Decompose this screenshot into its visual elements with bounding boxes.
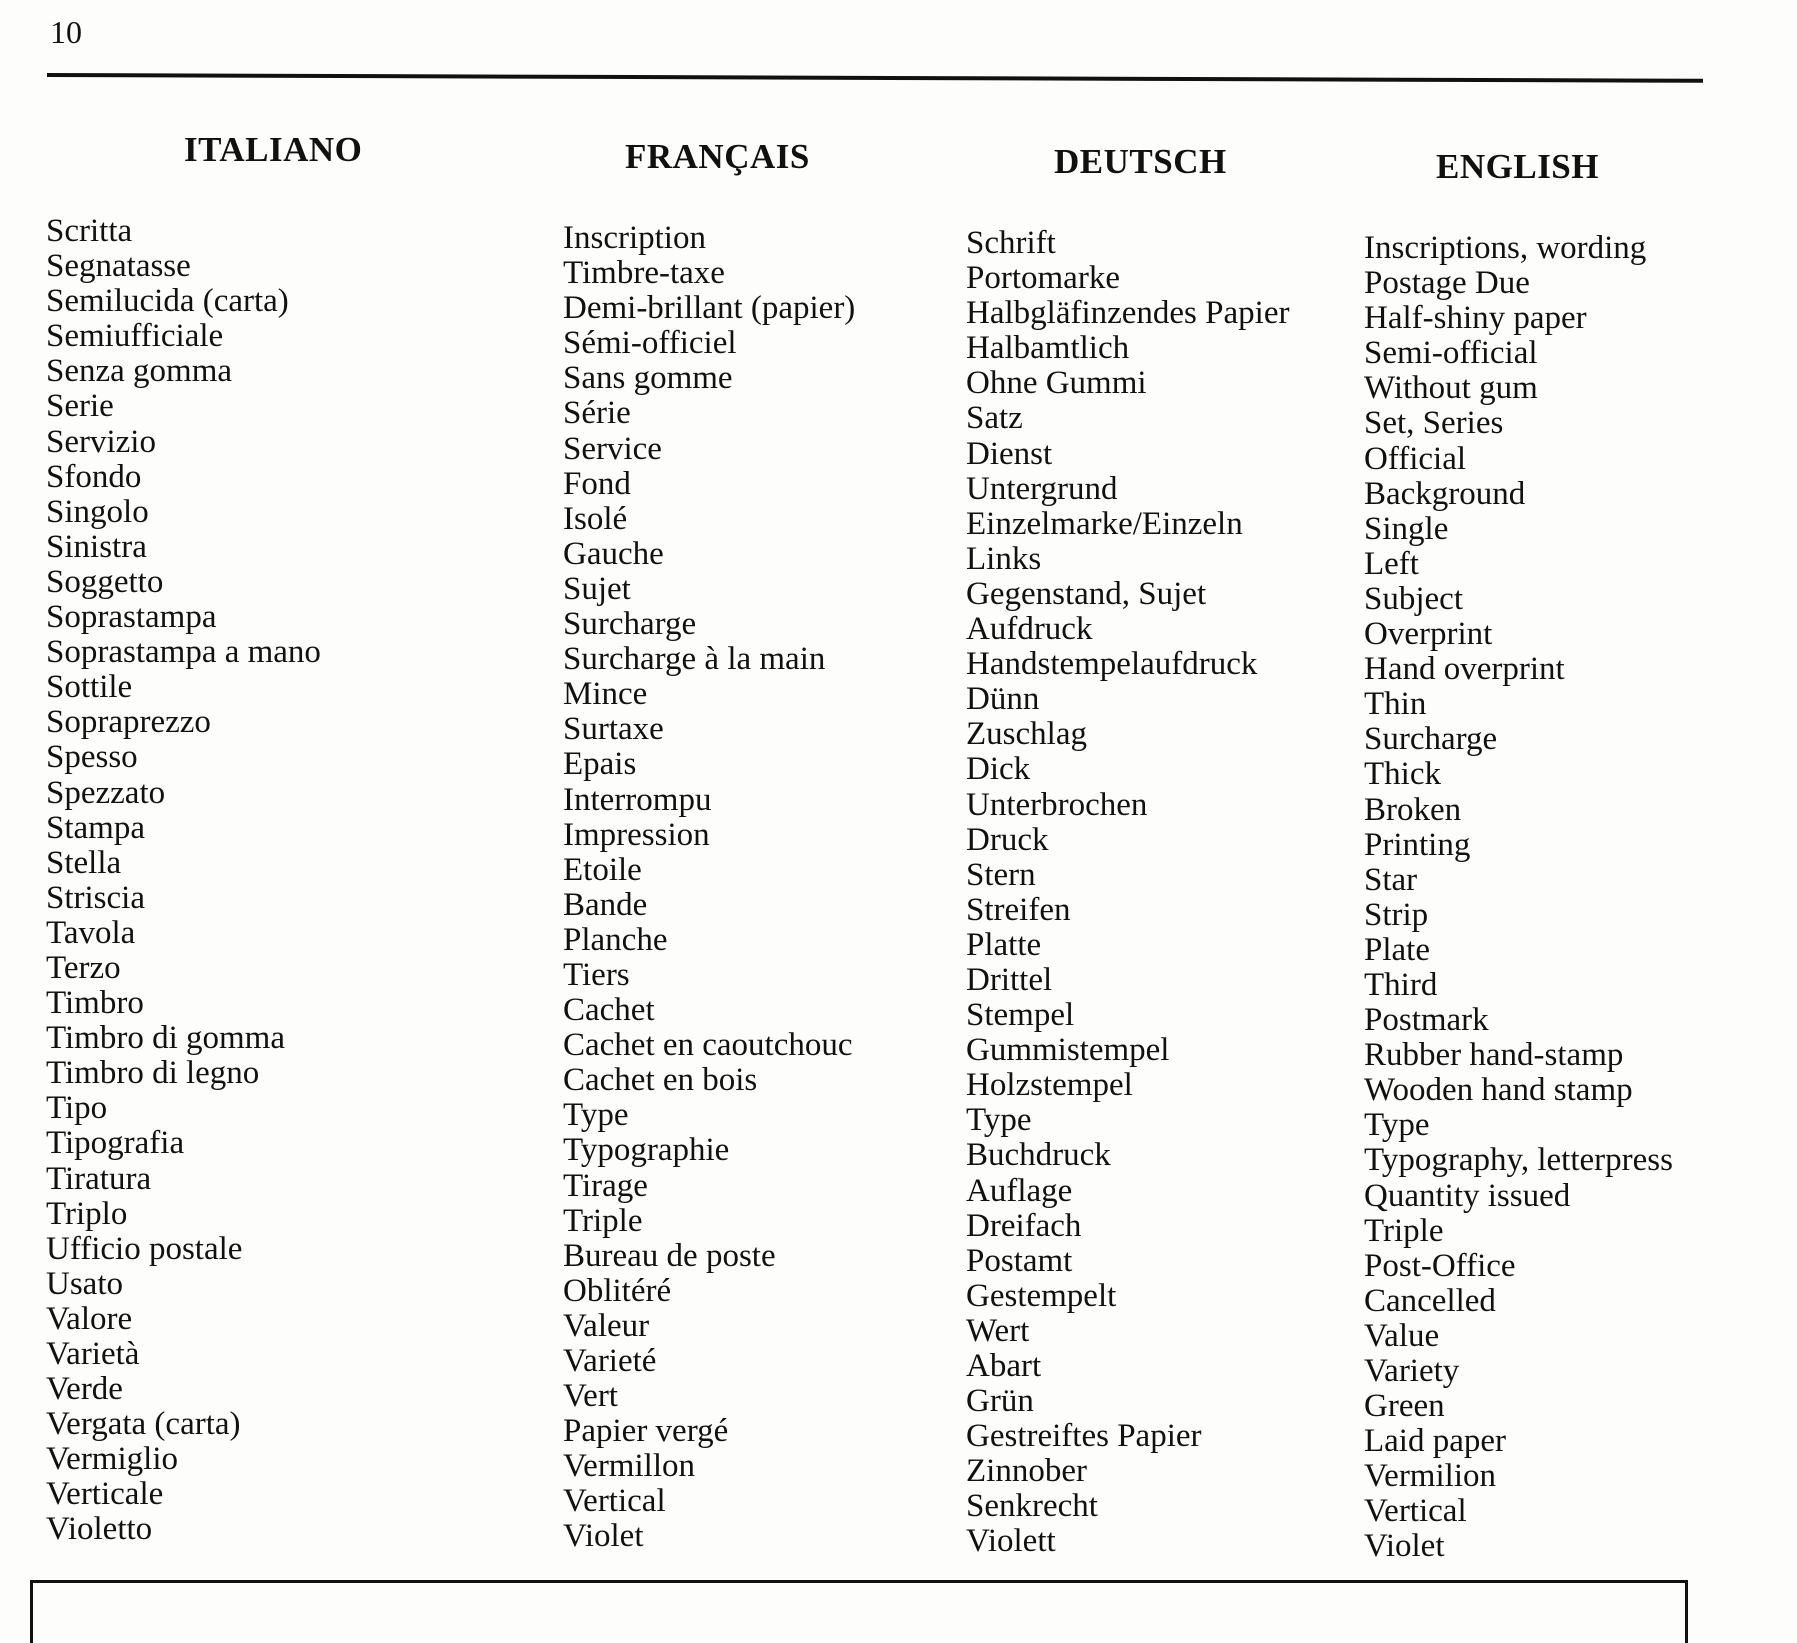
glossary-term: Interrompu xyxy=(563,781,712,818)
glossary-term: Ufficio postale xyxy=(46,1230,243,1267)
glossary-term: Variety xyxy=(1364,1353,1460,1389)
glossary-term: Typography, letterpress xyxy=(1364,1142,1673,1179)
glossary-term: Strip xyxy=(1364,896,1429,933)
glossary-term: Inscriptions, wording xyxy=(1364,230,1647,266)
glossary-term: Type xyxy=(1364,1107,1430,1144)
glossary-term: Timbro di gomma xyxy=(46,1020,285,1057)
glossary-term: Half-shiny paper xyxy=(1364,300,1587,337)
glossary-term: Violetto xyxy=(46,1511,153,1548)
glossary-term: Cancelled xyxy=(1364,1282,1496,1319)
term-list-francais xyxy=(563,221,855,1555)
glossary-term: Handstempelaufdruck xyxy=(966,646,1258,683)
glossary-term: Streifen xyxy=(966,891,1071,928)
glossary-term: Vertical xyxy=(563,1483,666,1520)
page-number: 10 xyxy=(50,14,82,50)
glossary-term: Violet xyxy=(563,1518,644,1555)
glossary-term: Subject xyxy=(1364,580,1463,617)
glossary-term: Senkrecht xyxy=(966,1488,1098,1525)
glossary-term: Triple xyxy=(1364,1212,1444,1249)
glossary-term: Druck xyxy=(966,821,1049,858)
footer-box xyxy=(30,1580,1688,1643)
term-list-italiano xyxy=(46,214,362,1548)
glossary-term: Type xyxy=(563,1097,629,1134)
glossary-term: Wert xyxy=(966,1312,1030,1349)
glossary-term: Stempel xyxy=(966,997,1075,1034)
glossary-term: Sinistra xyxy=(46,528,147,565)
glossary-term: Cachet xyxy=(563,992,655,1029)
glossary-term: Varietà xyxy=(46,1336,140,1372)
glossary-term: Sopraprezzo xyxy=(46,704,211,741)
glossary-term: Schrift xyxy=(966,225,1056,261)
glossary-term: Sémi-officiel xyxy=(563,325,737,362)
glossary-term: Type xyxy=(966,1102,1032,1139)
glossary-term: Gestempelt xyxy=(966,1277,1117,1314)
glossary-term: Inscription xyxy=(563,220,706,256)
glossary-term: Service xyxy=(563,430,662,467)
glossary-term: Triplo xyxy=(46,1195,128,1232)
glossary-term: Usato xyxy=(46,1265,123,1302)
glossary-term: Singolo xyxy=(46,493,149,530)
glossary-term: Varieté xyxy=(563,1343,657,1379)
glossary-term: Verde xyxy=(46,1371,123,1408)
glossary-term: Cachet en caoutchouc xyxy=(563,1027,853,1064)
glossary-term: Surcharge xyxy=(563,606,697,643)
glossary-term: Drittel xyxy=(966,961,1053,998)
glossary-term: Value xyxy=(1364,1317,1440,1354)
glossary-term: Postage Due xyxy=(1364,265,1530,302)
glossary-term: Demi-brillant (papier) xyxy=(563,290,856,327)
glossary-term: Triple xyxy=(563,1202,643,1239)
glossary-term: Gauche xyxy=(563,535,664,572)
glossary-term: Single xyxy=(1364,510,1449,547)
glossary-term: Soggetto xyxy=(46,563,164,600)
glossary-term: Third xyxy=(1364,966,1438,1003)
column-header-francais: FRANÇAIS xyxy=(625,137,810,176)
glossary-term: Einzelmarke/Einzeln xyxy=(966,505,1243,542)
glossary-term: Bureau de poste xyxy=(563,1237,776,1274)
glossary-term: Quantity issued xyxy=(1364,1177,1571,1214)
glossary-term: Tipografia xyxy=(46,1125,185,1162)
glossary-term: Tavola xyxy=(46,914,136,951)
glossary-term: Ohne Gummi xyxy=(966,365,1147,402)
glossary-term: Dienst xyxy=(966,435,1053,472)
glossary-term: Typographie xyxy=(563,1132,730,1169)
glossary-term: Gummistempel xyxy=(966,1032,1170,1069)
glossary-term: Série xyxy=(563,395,631,432)
glossary-term: Tipo xyxy=(46,1090,108,1127)
glossary-term: Soprastampa a mano xyxy=(46,634,321,671)
glossary-term: Timbre-taxe xyxy=(563,255,725,292)
glossary-term: Aufdruck xyxy=(966,611,1093,648)
glossary-term: Surtaxe xyxy=(563,711,664,748)
glossary-term: Vert xyxy=(563,1378,618,1415)
glossary-term: Overprint xyxy=(1364,616,1493,653)
glossary-term: Rubber hand-stamp xyxy=(1364,1037,1624,1074)
glossary-term: Gegenstand, Sujet xyxy=(966,575,1207,612)
glossary-term: Vertical xyxy=(1364,1493,1467,1530)
glossary-term: Stella xyxy=(46,844,122,881)
glossary-term: Printing xyxy=(1364,826,1471,863)
glossary-term: Spezzato xyxy=(46,774,166,811)
glossary-term: Halbamtlich xyxy=(966,330,1130,367)
column-header-english: ENGLISH xyxy=(1436,147,1599,186)
glossary-term: Sfondo xyxy=(46,458,142,495)
glossary-term: Oblitéré xyxy=(563,1272,672,1309)
glossary-term: Buchdruck xyxy=(966,1137,1111,1174)
glossary-term: Postamt xyxy=(966,1242,1073,1279)
glossary-term: Cachet en bois xyxy=(563,1062,758,1099)
glossary-term: Impression xyxy=(563,816,710,853)
glossary-term: Servizio xyxy=(46,423,156,460)
glossary-term: Verticale xyxy=(46,1476,164,1513)
glossary-term: Dreifach xyxy=(966,1207,1082,1244)
glossary-term: Background xyxy=(1364,475,1526,512)
glossary-term: Without gum xyxy=(1364,370,1538,407)
term-list-deutsch xyxy=(966,226,1289,1560)
glossary-term: Timbro xyxy=(46,985,144,1022)
glossary-term: Zuschlag xyxy=(966,716,1087,753)
glossary-term: Portomarke xyxy=(966,260,1120,297)
glossary-term: Sottile xyxy=(46,669,133,706)
glossary-term: Semi-official xyxy=(1364,335,1538,372)
glossary-term: Valore xyxy=(46,1300,133,1337)
glossary-term: Vermillon xyxy=(563,1448,695,1485)
glossary-term: Striscia xyxy=(46,879,145,916)
glossary-term: Tirage xyxy=(563,1167,648,1204)
glossary-term: Plate xyxy=(1364,931,1430,968)
column-header-deutsch: DEUTSCH xyxy=(1054,142,1227,181)
glossary-term: Thin xyxy=(1364,686,1427,723)
glossary-term: Links xyxy=(966,540,1042,577)
glossary-term: Terzo xyxy=(46,949,121,986)
glossary-term: Official xyxy=(1364,440,1467,477)
glossary-term: Left xyxy=(1364,545,1419,582)
glossary-term: Laid paper xyxy=(1364,1423,1507,1460)
glossary-term: Violett xyxy=(966,1523,1056,1560)
glossary-term: Sujet xyxy=(563,570,631,607)
glossary-term: Timbro di legno xyxy=(46,1055,260,1092)
column-deutsch xyxy=(966,140,1289,1560)
glossary-term: Tiratura xyxy=(46,1160,152,1197)
column-francais xyxy=(563,135,855,1555)
glossary-term: Broken xyxy=(1364,791,1462,828)
glossary-term: Post-Office xyxy=(1364,1247,1516,1284)
glossary-term: Set, Series xyxy=(1364,405,1504,442)
glossary-term: Holzstempel xyxy=(966,1067,1133,1104)
glossary-term: Etoile xyxy=(563,851,642,888)
glossary-term: Halbgläfinzendes Papier xyxy=(966,295,1290,332)
glossary-term: Sans gomme xyxy=(563,360,733,397)
glossary-term: Abart xyxy=(966,1348,1042,1384)
glossary-term: Fond xyxy=(563,465,631,502)
glossary-term: Dünn xyxy=(966,681,1040,718)
column-english xyxy=(1364,145,1673,1565)
glossary-term: Unterbrochen xyxy=(966,786,1148,823)
glossary-term: Platte xyxy=(966,926,1042,963)
glossary-term: Papier vergé xyxy=(563,1413,729,1450)
glossary-term: Stern xyxy=(966,856,1036,893)
glossary-term: Untergrund xyxy=(966,470,1118,507)
glossary-term: Hand overprint xyxy=(1364,651,1565,688)
column-header-italiano: ITALIANO xyxy=(184,130,363,169)
glossary-term: Epais xyxy=(563,746,637,783)
glossary-term: Segnatasse xyxy=(46,248,191,285)
glossary-term: Valeur xyxy=(563,1307,650,1344)
glossary-term: Senza gomma xyxy=(46,353,233,390)
glossary-term: Grün xyxy=(966,1383,1034,1420)
glossary-term: Scritta xyxy=(46,213,133,249)
glossary-term: Vermilion xyxy=(1364,1458,1496,1495)
glossary-term: Isolé xyxy=(563,500,628,537)
glossary-term: Wooden hand stamp xyxy=(1364,1072,1633,1109)
glossary-term: Soprastampa xyxy=(46,599,217,636)
glossary-term: Auflage xyxy=(966,1172,1073,1209)
glossary-term: Surcharge xyxy=(1364,721,1498,758)
glossary-term: Star xyxy=(1364,861,1418,898)
term-list-english xyxy=(1364,231,1673,1565)
glossary-term: Surcharge à la main xyxy=(563,641,826,678)
glossary-term: Satz xyxy=(966,400,1023,437)
glossary-term: Mince xyxy=(563,676,648,713)
glossary-term: Green xyxy=(1364,1388,1445,1425)
glossary-term: Semilucida (carta) xyxy=(46,283,289,320)
glossary-term: Violet xyxy=(1364,1528,1445,1565)
glossary-term: Vergata (carta) xyxy=(46,1406,241,1443)
glossary-term: Tiers xyxy=(563,956,630,993)
glossary-term: Bande xyxy=(563,886,648,923)
glossary-term: Postmark xyxy=(1364,1002,1489,1039)
glossary-term: Zinnober xyxy=(966,1453,1087,1490)
glossary-term: Stampa xyxy=(46,809,145,846)
glossary-term: Serie xyxy=(46,388,114,425)
glossary-term: Gestreiftes Papier xyxy=(966,1418,1202,1455)
glossary-term: Vermiglio xyxy=(46,1441,178,1478)
glossary-term: Thick xyxy=(1364,756,1441,793)
column-italiano xyxy=(46,128,362,1548)
glossary-term: Planche xyxy=(563,921,668,958)
header-rule xyxy=(47,73,1703,83)
glossary-term: Spesso xyxy=(46,739,138,776)
glossary-term: Semiufficiale xyxy=(46,318,224,355)
glossary-term: Dick xyxy=(966,751,1031,788)
